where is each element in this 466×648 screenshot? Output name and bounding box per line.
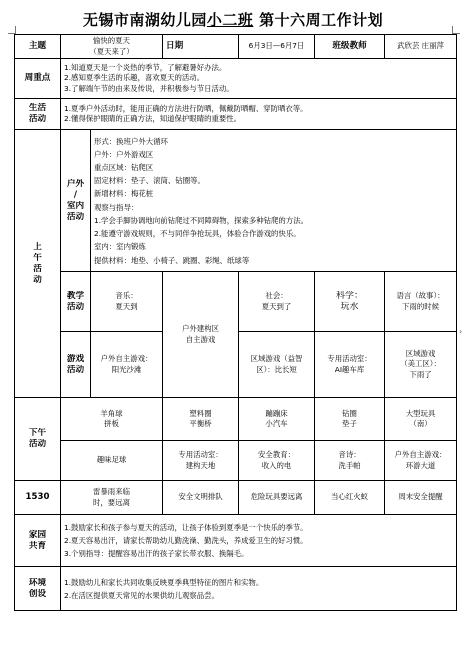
game-area-puzzle: 区域游戏（益智 区）：比长短 — [239, 332, 315, 398]
outdoor-line: 提供材料：地垫、小椅子、跳圈、彩绳、纸球等 — [94, 255, 250, 265]
teachers-label: 班级教师 — [315, 35, 385, 59]
outdoor-line: 新增材料：梅花桩 — [94, 189, 154, 199]
outdoor-indoor-content — [91, 130, 457, 272]
outdoor-line: 形式：换班户外大循环 — [94, 136, 168, 146]
afternoon-cell: 专用活动室： 建构天地 — [163, 441, 239, 481]
morning-activities-label: 上 午 活 动 — [15, 130, 61, 398]
page-corner-marker — [8, 26, 16, 34]
afternoon-cell: 塑料圈 平衡桥 — [163, 398, 239, 441]
safety-cell: 当心红火蚁 — [315, 481, 385, 515]
teaching-activities-label: 教学 活动 — [61, 272, 91, 332]
home-line: 2.夏天容易出汗，请家长帮助幼儿勤洗澡、勤洗头，养成爱卫生的好习惯。 — [64, 536, 308, 546]
afternoon-activities-label: 下午 活动 — [15, 398, 61, 481]
life-activities-line: 2.懂得保护眼睛的正确方法，知道保护眼睛的重要性。 — [64, 114, 242, 124]
page-corner-marker — [452, 26, 460, 34]
teachers-value: 武欣芸 庄丽萍 — [385, 35, 457, 59]
outdoor-line: 固定材料：垫子、滚筒、钻圈等。 — [94, 176, 205, 186]
life-activities-label: 生活 活动 — [15, 99, 61, 130]
date-label: 日期 — [163, 35, 239, 59]
home-cooperation-content — [61, 515, 457, 567]
outdoor-line: 户外：户外游戏区 — [94, 149, 154, 159]
safety-cell: 雷暴雨来临 时，要远离 — [61, 481, 163, 515]
scroll-indicator[interactable]: › — [459, 327, 463, 336]
title-part-2: 第十六周工作计划 — [253, 11, 384, 29]
teaching-science: 科学： 玩水 — [315, 272, 385, 332]
teaching-music: 音乐： 夏天到 — [91, 272, 163, 332]
title-class-name: 小二班 — [206, 11, 254, 29]
afternoon-cell: 户外自主游戏： 环游大道 — [385, 441, 457, 481]
afternoon-cell: 音诗： 洗手帕 — [315, 441, 385, 481]
environment-line: 1.鼓励幼儿和家长共同收集反映夏季典型特征的图片和实物。 — [64, 577, 264, 587]
outdoor-line: 室内：室内锻炼 — [94, 242, 146, 252]
game-special-room: 专用活动室： AI趣车库 — [315, 332, 385, 398]
environment-label: 环境 创设 — [15, 567, 61, 611]
page-title — [0, 9, 466, 30]
teaching-language: 语言（故事）： 下雨的时候 — [385, 272, 457, 332]
outdoor-line: 1.学会手脚协调地向前钻爬过不同障碍物，探索多种钻爬的方法。 — [94, 215, 308, 225]
safety-cell: 周末安全提醒 — [385, 481, 457, 515]
environment-content — [61, 567, 457, 611]
outdoor-line: 2.能遵守游戏规则，不与同伴争抢玩具，体验合作游戏的快乐。 — [94, 229, 301, 239]
theme-label: 主题 — [15, 35, 61, 59]
outdoor-construction-free-play: 户外建构区 自主游戏 — [163, 272, 239, 398]
home-cooperation-label: 家园 共育 — [15, 515, 61, 567]
game-outdoor-free: 户外自主游戏： 阳光沙滩 — [91, 332, 163, 398]
afternoon-cell: 蹦蹦床 小汽车 — [239, 398, 315, 441]
afternoon-cell: 钻圈 垫子 — [315, 398, 385, 441]
safety-cell: 安全文明排队 — [163, 481, 239, 515]
outdoor-line: 重点区域：钻爬区 — [94, 163, 154, 173]
afternoon-cell: 羊角球 拼板 — [61, 398, 163, 441]
afternoon-cell: 趣味足球 — [61, 441, 163, 481]
home-line: 1.鼓励家长和孩子参与夏天的活动，让孩子体验到夏季是一个快乐的季节。 — [64, 523, 308, 533]
weekly-plan-table — [14, 34, 456, 644]
title-part-1: 无锡市南湖幼儿园 — [82, 11, 207, 29]
game-activities-label: 游戏 活动 — [61, 332, 91, 398]
theme-value: 愉快的夏天 （夏天来了） — [61, 35, 163, 59]
weekly-focus-label: 周重点 — [15, 59, 61, 99]
afternoon-cell: 安全教育： 收入的电 — [239, 441, 315, 481]
life-activities-line: 1.夏季户外活动时，能用正确的方法进行防晒，佩戴防晒帽、穿防晒衣等。 — [64, 103, 308, 113]
game-area-art: 区域游戏 （美工区）： 下雨了 — [385, 332, 457, 398]
weekly-focus-line: 2.感知夏季生活的乐趣，喜欢夏天的活动。 — [64, 73, 205, 83]
teaching-social: 社会： 夏天到了 — [239, 272, 315, 332]
life-activities-content — [61, 99, 457, 130]
home-line: 3.个别指导：提醒容易出汗的孩子家长带衣服、换隔毛。 — [64, 549, 249, 559]
safety-1530-label: 1530 — [15, 481, 61, 515]
outdoor-indoor-label: 户外 / 室内 活动 — [61, 130, 91, 272]
safety-cell: 危险玩具要远离 — [239, 481, 315, 515]
environment-line: 2.在活区提供夏天常见的水果供幼儿观察品尝。 — [64, 590, 219, 600]
weekly-focus-line: 1.知道夏天是一个炎热的季节，了解避暑好办法。 — [64, 62, 227, 72]
weekly-focus-content — [61, 59, 457, 99]
outdoor-line: 观察与指导： — [94, 202, 139, 212]
date-value: 6月3日—6月7日 — [239, 35, 315, 59]
weekly-focus-line: 3.了解端午节的由来及传说，并积极参与节日活动。 — [64, 83, 234, 93]
afternoon-cell: 大型玩具 （南） — [385, 398, 457, 441]
